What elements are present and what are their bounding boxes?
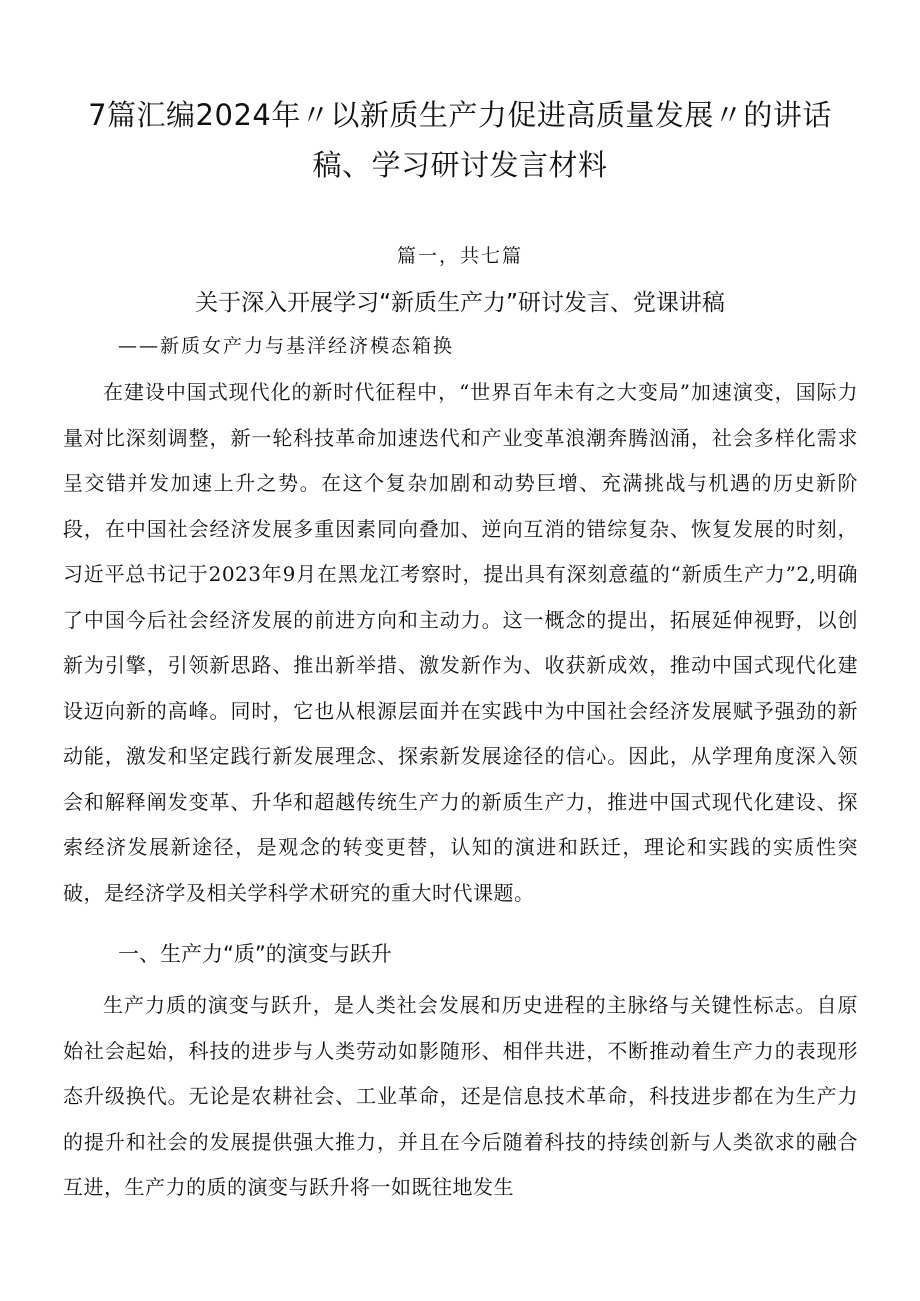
document-title: 7篇汇编2024年〃以新质生产力促进高质量发展〃的讲话稿、学习研讨发言材料: [88, 98, 832, 182]
speech-subtitle: ——新质女产力与基洋经济模态箱换: [118, 335, 455, 357]
speech-title: 关于深入开展学习“新质生产力”研讨发言、党课讲稿: [195, 290, 725, 316]
part-label: 篇一，共七篇: [396, 245, 523, 267]
body-paragraph: 生产力质的演变与跃升，是人类社会发展和历史进程的主脉络与关键性标志。自原始社会起始，科技的进步与人类劳动如影随形、相伴共进，不断推动着生产力的表现形态升级换代。无论是农耕社会、工业革命，还是信息技术革命，科技进步都在为生产力的提升和社会的发展提供强大推力，并且在今后随着科技的持续创新与人类欲求的融合互进，生产力的质的演变与跃升将一如既往地发生: [63, 993, 858, 1199]
body-paragraph: 在建设中国式现代化的新时代征程中，“世界百年未有之大变局”加速演变，国际力量对比深刻调整，新一轮科技革命加速迭代和产业变革浪潮奔腾汹涌，社会多样化需求呈交错并发加速上升之势。在这个复杂加剧和动势巨增、充满挑战与机遇的历史新阶段，在中国社会经济发展多重因素同向叠加、逆向互消的错综复杂、恢复发展的时刻，习近平总书记于2023年9月在黑龙江考察时，提出具有深刻意蕴的“新质生产力”2,明确了中国今后社会经济发展的前进方向和主动力。这一概念的提出，拓展延伸视野，以创新为引擎，引领新思路、推出新举措、激发新作为、收获新成效，推动中国式现代化建设迈向新的高峰。同时，它也从根源层面并在实践中为中国社会经济发展赋予强劲的新动能，激发和坚定践行新发展理念、探索新发展途径的信心。因此，从学理角度深入领会和解释阐发变革、升华和超越传统生产力的新质生产力，推进中国式现代化建设、探索经济发展新途径，是观念的转变更替，认知的演进和跃迁，理论和实践的实质性突破，是经济学及相关学科学术研究的重大时代课题。: [63, 380, 858, 905]
section-heading: 一、生产力“质”的演变与跃升: [118, 942, 392, 966]
